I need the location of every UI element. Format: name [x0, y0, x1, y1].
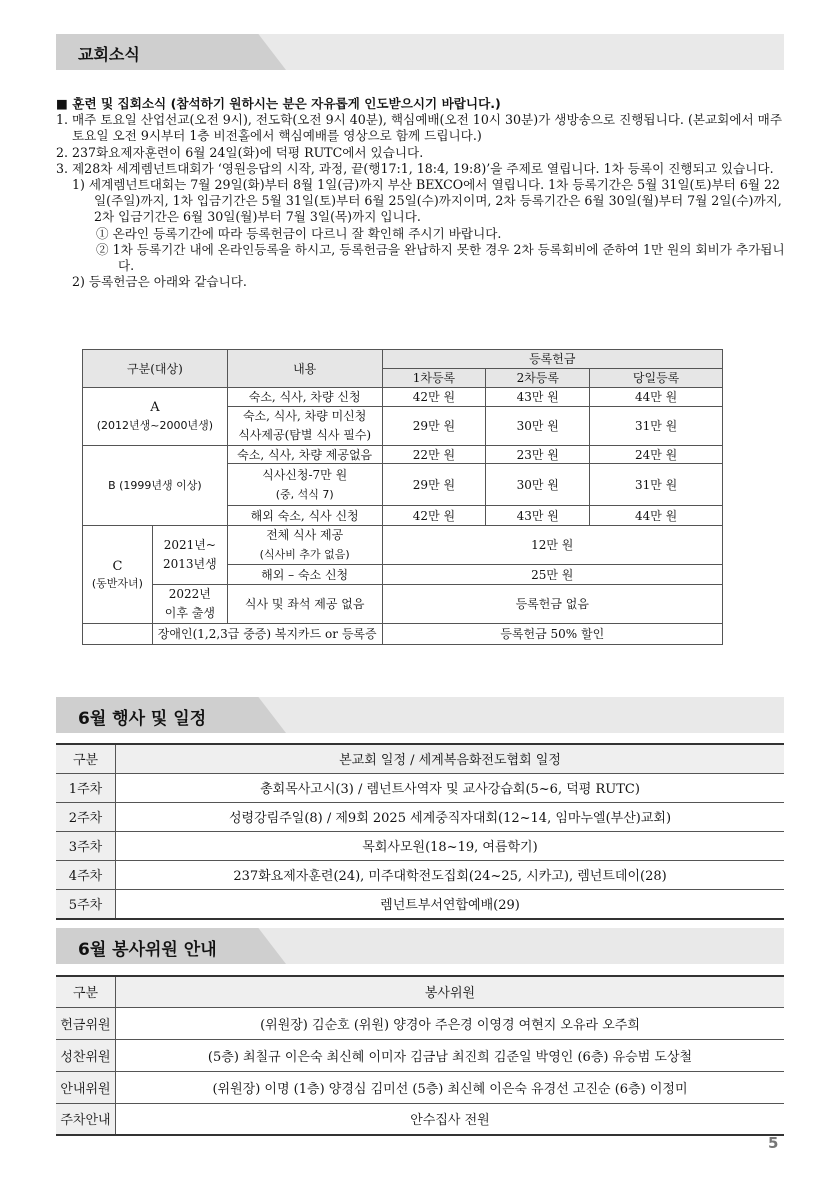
role-label: 성찬위원	[56, 1039, 116, 1071]
table-cell: 43만 원	[486, 506, 590, 526]
table-cell: 31만 원	[590, 407, 723, 446]
role-label: 주차안내	[56, 1103, 116, 1135]
week-events: 237화요제자훈련(24), 미주대학전도집회(24~25, 시카고), 렘넌트데이(28)	[116, 860, 785, 889]
section-header-volunteers	[56, 928, 784, 964]
table-cell: 숙소, 식사, 차량 신청	[227, 388, 382, 407]
news-note-2: ② 1차 등록기간 내에 온라인등록을 하시고, 등록헌금을 완납하지 못한 경우 2차 등록회비에 준하여 1만 원의 회비가 추가됩니다.	[96, 241, 785, 274]
news-item-2: 2. 237화요제자훈련이 6월 24일(화)에 덕평 RUTC에서 있습니다.	[56, 144, 424, 160]
table-cell: 25만 원	[382, 565, 722, 585]
table-cell: 등록헌금 없음	[382, 585, 722, 624]
header-cell: 구분	[56, 744, 116, 773]
section-title: 교회소식	[78, 45, 140, 64]
page-number: 5	[768, 1134, 779, 1152]
news-item-3: 3. 제28차 세계렘넌트대회가 ‘영원응답의 시작, 과정, 끝(행17:1, 18:4, 19:8)’을 주제로 열립니다. 1차 등록이 진행되고 있습니다.	[56, 160, 774, 176]
group-c-label: C	[112, 558, 123, 574]
cell-line: 2022년	[168, 587, 211, 601]
table-cell: 31만 원	[590, 464, 723, 506]
cell-line: 2021년~	[163, 538, 216, 552]
table-cell: 42만 원	[382, 388, 486, 407]
table-cell	[83, 624, 153, 645]
table-cell: 42만 원	[382, 506, 486, 526]
table-cell	[227, 526, 382, 565]
group-a-label: A	[150, 399, 160, 415]
section-title: 6월 봉사위원 안내	[78, 940, 217, 960]
week-events: 성령강림주일(8) / 제9회 2025 세계중직자대회(12~14, 임마누엘(부산)교회)	[116, 802, 785, 831]
table-cell: 44만 원	[590, 506, 723, 526]
cell-line: 2013년생	[162, 557, 217, 571]
june-schedule-table	[56, 743, 784, 920]
week-events: 목회사모원(18~19, 여름학기)	[116, 831, 785, 860]
header-second: 2차등록	[486, 369, 590, 388]
cell-line: 식사제공(탐별 식사 필수)	[238, 428, 372, 442]
table-cell: 등록헌금 50% 할인	[382, 624, 722, 645]
table-cell: 장애인(1,2,3급 중증) 복지카드 or 등록증	[152, 624, 382, 645]
role-members: (5층) 최칠규 이은숙 최신혜 이미자 김금남 최진희 김준일 박영인 (6층) 유승범 도상철	[116, 1039, 785, 1071]
cell-line: 숙소, 식사, 차량 미신청	[242, 409, 367, 423]
cell-line: 식사신청-7만 원	[262, 467, 348, 482]
news-item-1: 1. 매주 토요일 산업선교(오전 9시), 전도학(오전 9시 40분), 핵심예배(오전 10시 30분)가 생방송으로 진행됩니다. (본교회에서 매주 토요일 오전 9시부터 1층 비전홀에서 핵심예배를 영상으로 함께 드립니다.)	[56, 112, 783, 144]
table-cell	[227, 464, 382, 506]
table-cell: 22만 원	[382, 446, 486, 464]
group-a-sub: (2012년생~2000년생)	[96, 418, 214, 432]
table-cell: 해외 – 숙소 신청	[227, 565, 382, 585]
cell-line: (식사비 추가 없음)	[259, 548, 350, 561]
table-cell	[227, 407, 382, 446]
table-cell: 29만 원	[382, 464, 486, 506]
group-c-sub: (동반자녀)	[91, 576, 143, 590]
cell-line: 이후 출생	[164, 606, 215, 620]
week-label: 2주차	[56, 802, 116, 831]
group-c	[83, 526, 153, 624]
group-a	[83, 388, 228, 446]
week-label: 5주차	[56, 889, 116, 919]
news-sub-1: 1) 세계렘넌트대회는 7월 29일(화)부터 8월 1일(금)까지 부산 BEXCO에서 열립니다. 1차 등록기간은 5월 31일(토)부터 6월 22일(주일)까지, 1차 입금기간은 5월 31일(토)부터 6월 25일(수)까지이며, 2차 등록기간은 6월 30일(월)부터 7월 2일(수)까지, 2차 입금기간은 6월 30일(월)부터 7월 3일(목)까지 입니다.	[72, 177, 782, 225]
header-content: 내용	[227, 350, 382, 388]
table-cell: 23만 원	[486, 446, 590, 464]
news-heading: ■ 훈련 및 집회소식 (참석하기 원하시는 분은 자유롭게 인도받으시기 바랍니다.)	[56, 96, 501, 111]
section-header-june-events	[56, 697, 784, 733]
volunteer-table	[56, 975, 784, 1136]
header-fee: 등록헌금	[382, 350, 722, 369]
week-label: 3주차	[56, 831, 116, 860]
role-members: (위원장) 김순호 (위원) 양경아 주은경 이영경 여현지 오유라 오주희	[116, 1007, 785, 1039]
table-cell: 해외 숙소, 식사 신청	[227, 506, 382, 526]
table-cell	[152, 526, 227, 585]
group-b-label: B (1999년생 이상)	[83, 446, 228, 526]
table-cell: 24만 원	[590, 446, 723, 464]
cell-line: (중, 석식 7)	[275, 487, 334, 501]
news-note-1: ① 온라인 등록기간에 따라 등록헌금이 다르니 잘 확인해 주시기 바랍니다.	[96, 225, 502, 241]
role-members: 안수집사 전원	[116, 1103, 785, 1135]
role-label: 안내위원	[56, 1071, 116, 1103]
registration-fee-table	[82, 349, 723, 645]
table-cell: 12만 원	[382, 526, 722, 565]
week-label: 1주차	[56, 773, 116, 802]
table-cell: 숙소, 식사, 차량 제공없음	[227, 446, 382, 464]
header-group: 구분(대상)	[83, 350, 228, 388]
cell-line: 전체 식사 제공	[266, 528, 344, 542]
table-cell: 30만 원	[486, 407, 590, 446]
section-header-church-news	[56, 34, 784, 70]
header-cell: 구분	[56, 976, 116, 1007]
table-cell	[152, 585, 227, 624]
table-cell: 29만 원	[382, 407, 486, 446]
header-sameday: 당일등록	[590, 369, 723, 388]
table-cell: 30만 원	[486, 464, 590, 506]
role-members: (위원장) 이명 (1층) 양경심 김미선 (5층) 최신혜 이은숙 유경선 고진순 (6층) 이정미	[116, 1071, 785, 1103]
header-first: 1차등록	[382, 369, 486, 388]
table-cell: 44만 원	[590, 388, 723, 407]
news-sub-2: 2) 등록헌금은 아래와 같습니다.	[72, 274, 247, 290]
news-block	[56, 96, 786, 290]
week-label: 4주차	[56, 860, 116, 889]
table-cell: 식사 및 좌석 제공 없음	[227, 585, 382, 624]
week-events: 총회목사고시(3) / 렘넌트사역자 및 교사강습회(5~6, 덕평 RUTC)	[116, 773, 785, 802]
section-title: 6월 행사 및 일정	[78, 709, 207, 729]
header-cell: 봉사위원	[116, 976, 785, 1007]
week-events: 렘넌트부서연합예배(29)	[116, 889, 785, 919]
role-label: 헌금위원	[56, 1007, 116, 1039]
table-cell: 43만 원	[486, 388, 590, 407]
header-cell: 본교회 일정 / 세계복음화전도협회 일정	[116, 744, 785, 773]
